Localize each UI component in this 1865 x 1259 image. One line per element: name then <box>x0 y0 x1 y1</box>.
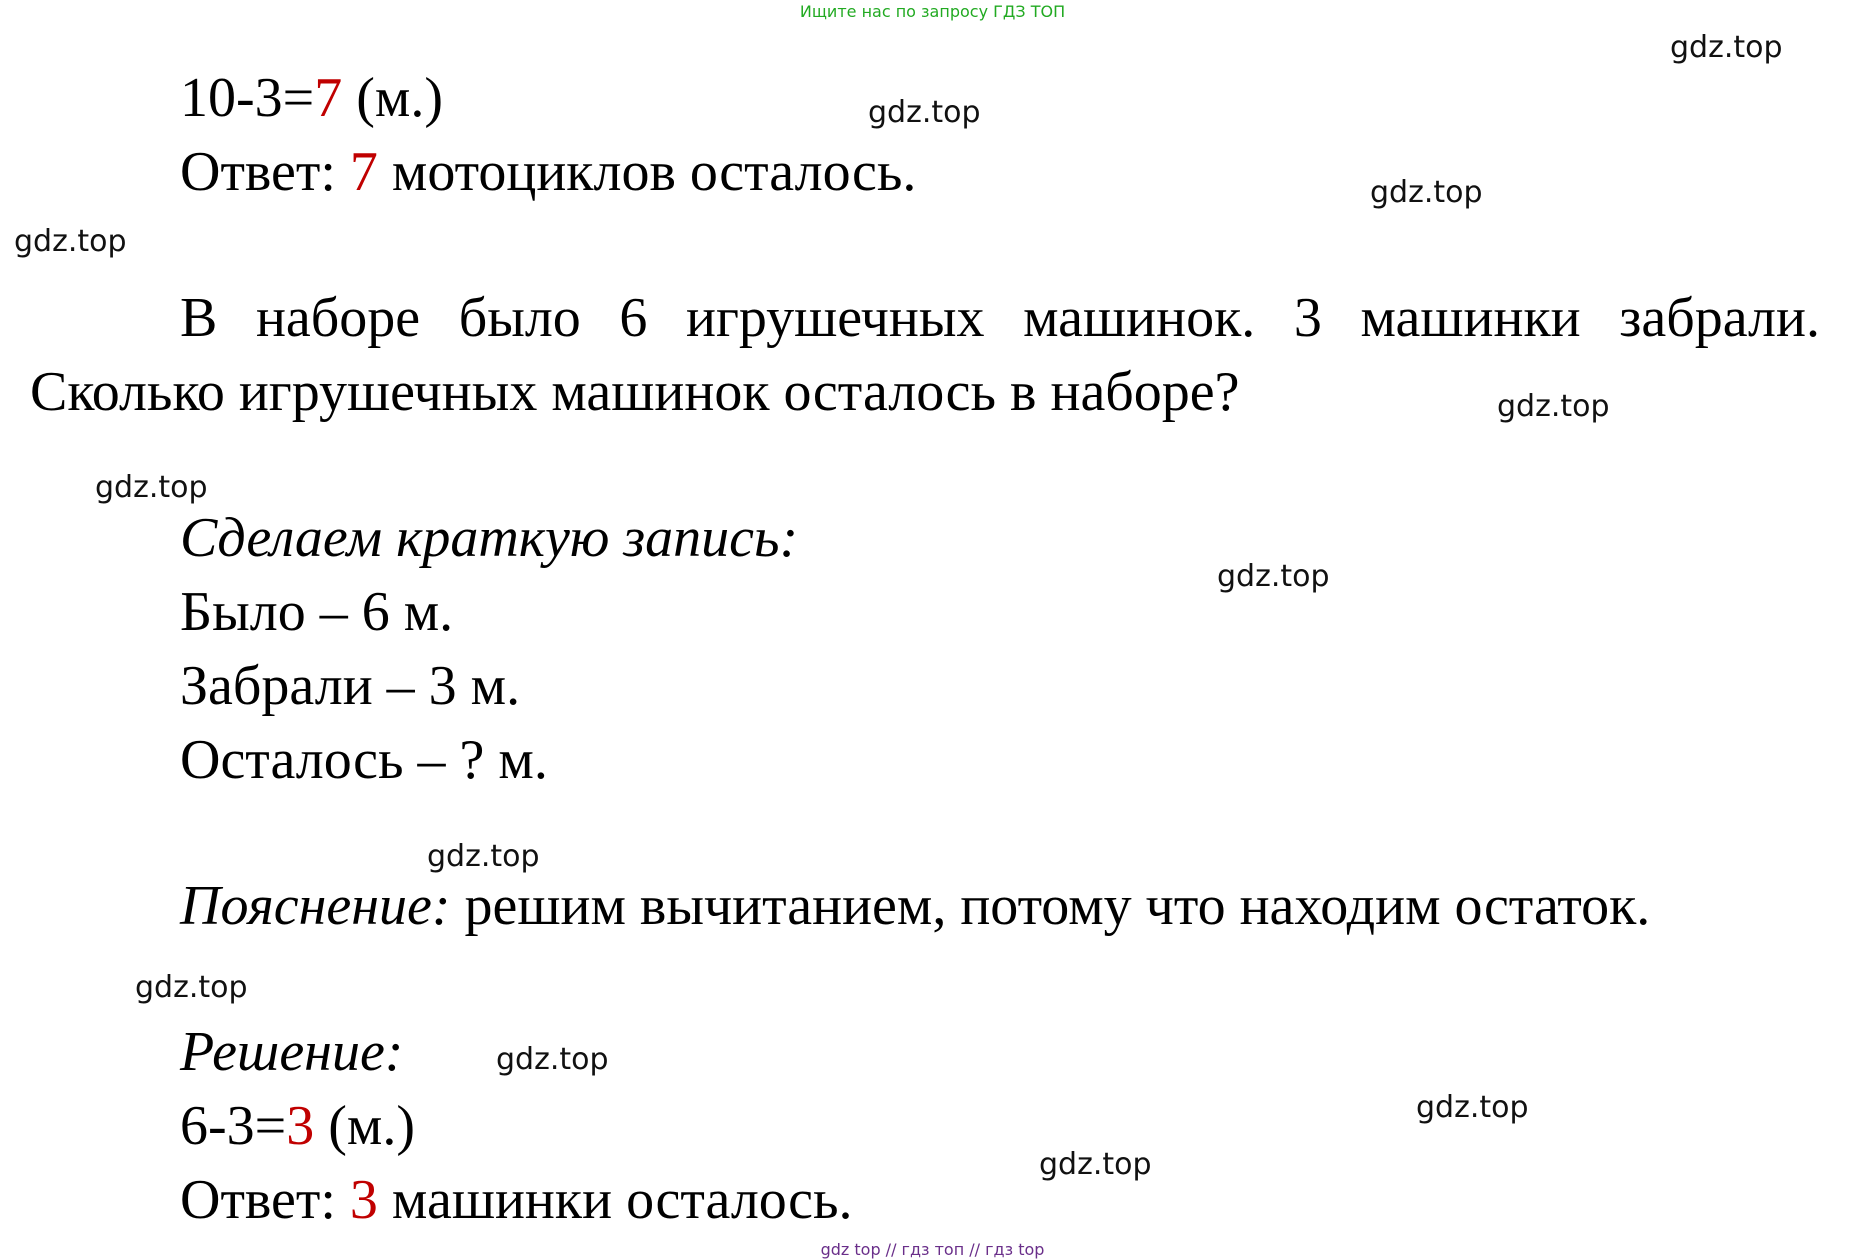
prev-expression-result: 7 <box>314 67 343 129</box>
watermark: gdz.top <box>1370 175 1483 210</box>
short-note-was: Было – 6 м. <box>180 581 454 643</box>
short-note-taken: Забрали – 3 м. <box>180 655 521 717</box>
prev-answer-prefix: Ответ: <box>180 141 350 203</box>
prev-answer-value: 7 <box>349 141 378 203</box>
watermark: gdz.top <box>1416 1090 1529 1125</box>
problem-word: машинок. <box>1023 287 1256 349</box>
solution-expression <box>180 1095 415 1157</box>
explanation-label: Пояснение: <box>180 875 451 937</box>
explanation-text: решим вычитанием, потому что находим остаток. <box>450 875 1651 937</box>
solution-answer <box>180 1169 853 1231</box>
problem-word: забрали. <box>1619 287 1820 349</box>
watermark: gdz.top <box>1039 1147 1152 1182</box>
problem-word: В <box>180 287 218 349</box>
solution-expression-suffix: (м.) <box>314 1095 415 1157</box>
short-note-left: Осталось – ? м. <box>180 729 548 791</box>
top-banner: Ищите нас по запросу ГДЗ ТОП <box>799 2 1066 21</box>
prev-expression <box>180 67 443 129</box>
solution-expression-result: 3 <box>286 1095 315 1157</box>
watermark: gdz.top <box>135 970 248 1005</box>
bottom-banner: gdz top // гдз топ // гдз top <box>820 1240 1045 1259</box>
watermark: gdz.top <box>1497 389 1610 424</box>
problem-line-2: Сколько игрушечных машинок осталось в наборе? <box>30 361 1240 423</box>
problem-word: наборе <box>255 287 421 349</box>
problem-word: было <box>458 287 581 349</box>
explanation <box>180 875 1651 937</box>
problem-word: 3 <box>1293 287 1322 349</box>
prev-answer <box>180 141 917 203</box>
prev-expression-suffix: (м.) <box>342 67 443 129</box>
watermark: gdz.top <box>496 1042 609 1077</box>
problem-word: игрушечных <box>685 287 985 349</box>
solution-answer-value: 3 <box>349 1169 378 1231</box>
prev-answer-suffix: мотоциклов осталось. <box>377 141 917 203</box>
watermark: gdz.top <box>95 470 208 505</box>
solution-answer-prefix: Ответ: <box>180 1169 350 1231</box>
watermark: gdz.top <box>1217 559 1330 594</box>
watermark: gdz.top <box>427 839 540 874</box>
watermark: gdz.top <box>868 95 981 130</box>
prev-expression-prefix: 10-3= <box>180 67 315 129</box>
watermark: gdz.top <box>1670 30 1783 65</box>
solution-answer-suffix: машинки осталось. <box>377 1169 853 1231</box>
problem-word: 6 <box>619 287 648 349</box>
solution-heading: Решение: <box>180 1021 404 1083</box>
solution-expression-prefix: 6-3= <box>180 1095 287 1157</box>
problem-word: машинки <box>1360 287 1581 349</box>
problem-line-1 <box>180 287 1820 349</box>
short-note-heading: Сделаем краткую запись: <box>180 507 799 569</box>
watermark: gdz.top <box>14 224 127 259</box>
